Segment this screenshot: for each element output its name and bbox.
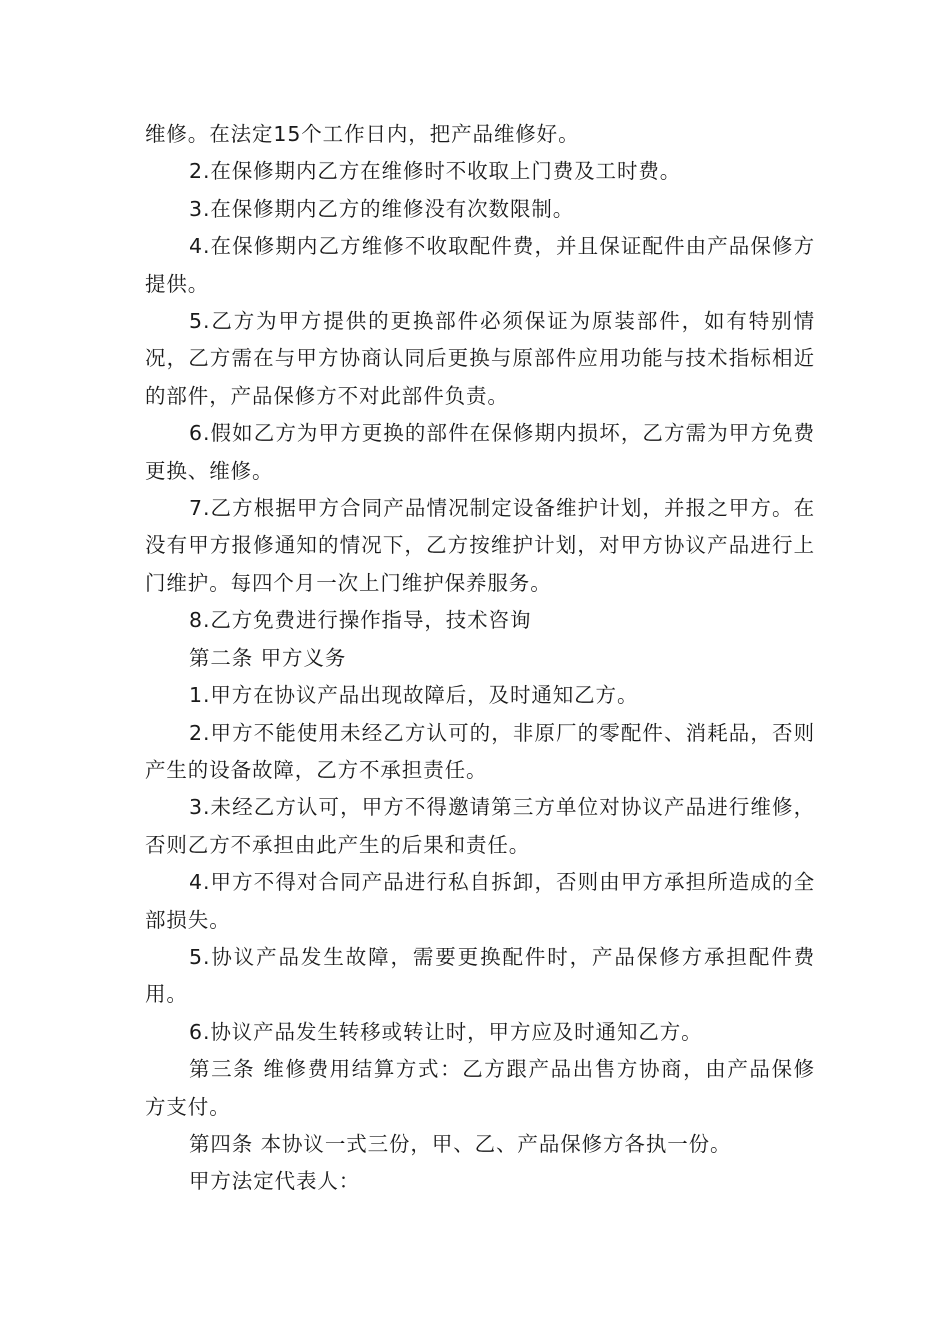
paragraph-clause-2-5: 5.协议产品发生故障，需要更换配件时，产品保修方承担配件费用。 (145, 944, 815, 1007)
paragraph-clause-1-6: 6.假如乙方为甲方更换的部件在保修期内损坏，乙方需为甲方免费更换、维修。 (145, 421, 815, 483)
paragraph-clause-2-4: 4.甲方不得对合同产品进行私自拆卸，否则由甲方承担所造成的全部损失。 (145, 870, 815, 932)
paragraph-clause-1-7: 7.乙方根据甲方合同产品情况制定设备维护计划，并报之甲方。在没有甲方报修通知的情况下，乙方按维护计划，对甲方协议产品进行上门维护。每四个月一次上门维护保养服务。 (145, 496, 815, 595)
paragraph-article-4: 第四条 本协议一式三份，甲、乙、产品保修方各执一份。 (189, 1131, 732, 1156)
paragraph-clause-1-3: 3.在保修期内乙方的维修没有次数限制。 (189, 196, 575, 221)
section-heading-article-2: 第二条 甲方义务 (189, 645, 347, 670)
paragraph-clause-2-6: 6.协议产品发生转移或转让时，甲方应及时通知乙方。 (189, 1019, 703, 1044)
paragraph-clause-1-5: 5.乙方为甲方提供的更换部件必须保证为原装部件，如有特别情况，乙方需在与甲方协商认同后更换与原部件应用功能与技术指标相近的部件，产品保修方不对此部件负责。 (145, 309, 815, 408)
paragraph-clause-1-8: 8.乙方免费进行操作指导，技术咨询 (189, 608, 532, 633)
paragraph-clause-2-2: 2.甲方不能使用未经乙方认可的，非原厂的零配件、消耗品，否则产生的设备故障，乙方不承担责任。 (145, 720, 815, 782)
paragraph-clause-2-3: 3.未经乙方认可，甲方不得邀请第三方单位对协议产品进行维修，否则乙方不承担由此产生的后果和责任。 (145, 795, 815, 857)
signature-line-party-a: 甲方法定代表人： (189, 1169, 361, 1194)
paragraph-article-3: 第三条 维修费用结算方式：乙方跟产品出售方协商，由产品保修方支付。 (145, 1057, 815, 1119)
paragraph-clause-1-4: 4.在保修期内乙方维修不收取配件费，并且保证配件由产品保修方提供。 (145, 234, 815, 296)
paragraph-repair-deadline: 维修。在法定15个工作日内，把产品维修好。 (145, 122, 580, 146)
paragraph-clause-2-1: 1.甲方在协议产品出现故障后，及时通知乙方。 (189, 683, 639, 708)
paragraph-clause-1-2: 2.在保修期内乙方在维修时不收取上门费及工时费。 (189, 159, 682, 184)
document-body (145, 116, 815, 1201)
